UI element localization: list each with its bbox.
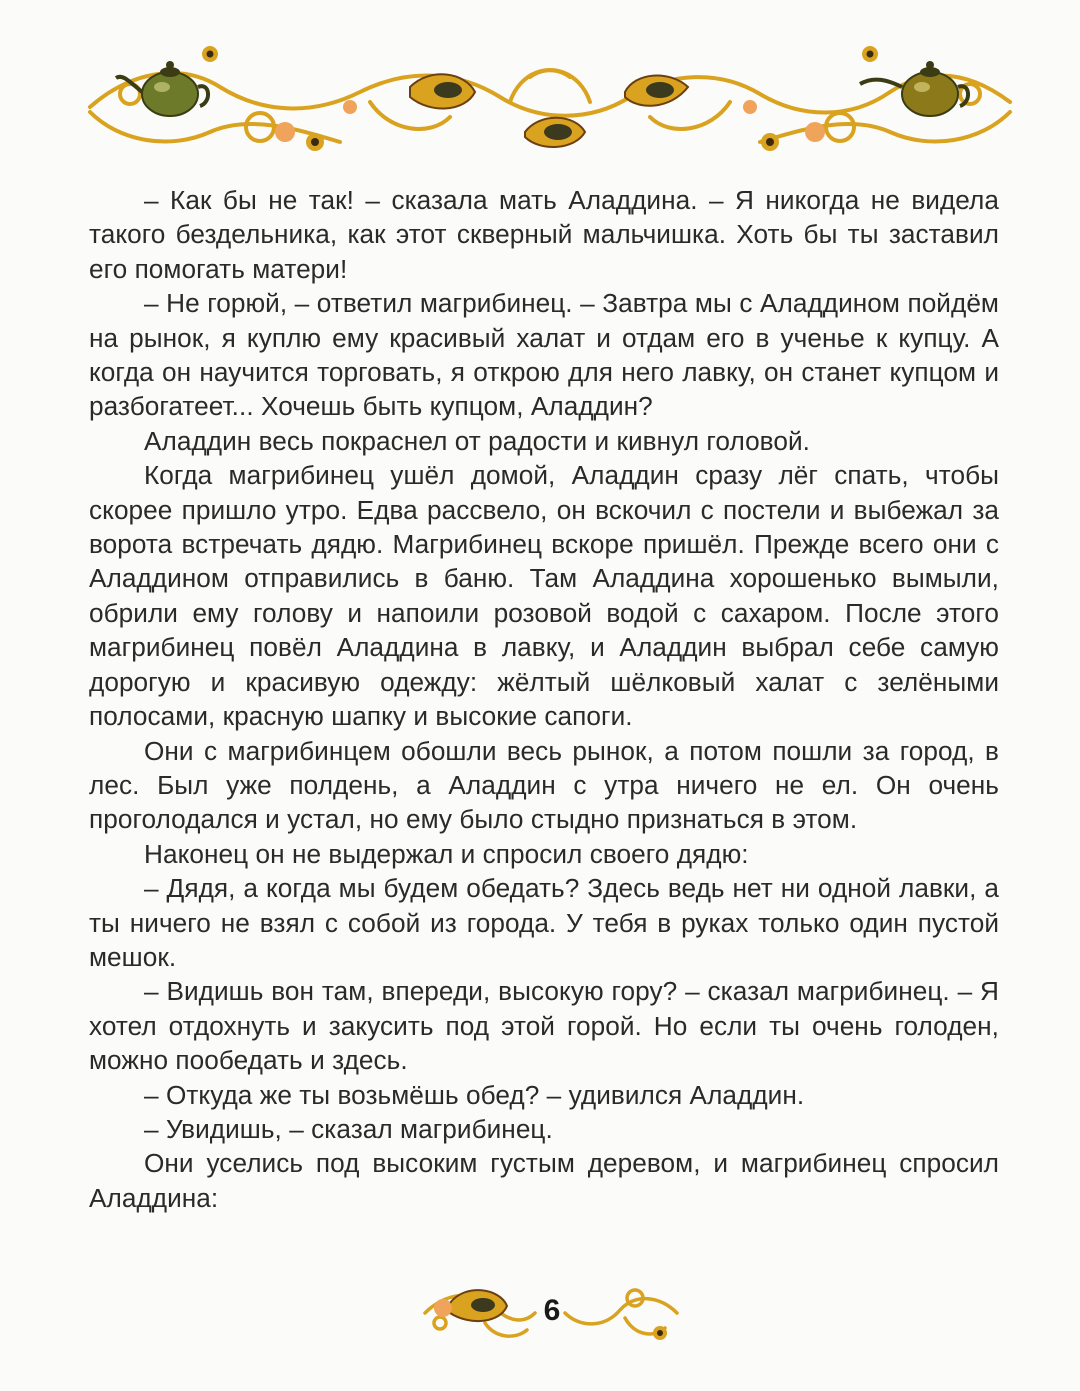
fish-icon — [525, 118, 585, 147]
flower-icon — [653, 1326, 667, 1340]
paragraph: – Как бы не так! – сказала мать Аладдина. – Я никогда не видела такого бездельника, как этот скверный мальчишка. Хоть бы ты заставил его помогать матери! — [89, 185, 999, 284]
paragraph: Наконец он не выдержал и спросил своего дядю: — [144, 838, 749, 869]
teapot-icon — [860, 61, 968, 116]
paragraph: – Откуда же ты возьмёшь обед? – удивился Аладдин. — [144, 1079, 805, 1110]
paragraph: Когда магрибинец ушёл домой, Аладдин сразу лёг спать, чтобы скорее пришло утро. Едва рассвело, он вскочил с постели и выбежал за ворота встречать дядю. Магрибинец вскоре пришёл. Прежде всего они с Аладдином отправились в баню. Там Аладдина хорошенько вымыли, обрили ему голову и напоили розовой водой с сахаром. После этого магрибинец повёл Аладдина в лавку, и Аладдин выбрал себе самую дорогую и красивую одежду: жёлтый шёлковый халат с зелёными полосами, красную шапку и высокие сапоги. — [89, 460, 999, 732]
fish-icon — [434, 1290, 507, 1321]
paragraph: – Не горюй, – ответил магрибинец. – Завтра мы с Аладдином пойдём на рынок, я куплю ему красивый халат и отдам его в ученье к купцу. А когда он научится торговать, я открою для него лавку, он станет купцом и разбогатеет... Хочешь быть купцом, Аладдин? — [89, 288, 999, 422]
story-text — [89, 183, 999, 1215]
paragraph: – Видишь вон там, впереди, высокую гору? – сказал магрибинец. – Я хотел отдохнуть и закусить под этой горой. Но если ты очень голоден, можно пообедать и здесь. — [89, 976, 999, 1076]
teapot-icon — [116, 61, 208, 116]
paragraph: Аладдин весь покраснел от радости и кивнул головой. — [144, 425, 810, 456]
fish-icon — [625, 76, 688, 106]
paragraph: – Увидишь, – сказал магрибинец. — [144, 1113, 553, 1144]
paragraph: Они с магрибинцем обошли весь рынок, а потом пошли за город, в лес. Был уже полдень, а Аладдин с утра ничего не ел. Он очень проголодался и устал, но ему было стыдно признаться в этом. — [89, 735, 999, 835]
paragraph: – Дядя, а когда мы будем обедать? Здесь ведь нет ни одной лавки, а ты ничего не взял с собой из города. У тебя в руках только один пустой мешок. — [89, 873, 999, 972]
top-ornament-border — [70, 32, 1030, 167]
page-number: 6 — [543, 1294, 561, 1327]
paragraph: Они уселись под высоким густым деревом, и магрибинец спросил Аладдина: — [89, 1148, 999, 1213]
